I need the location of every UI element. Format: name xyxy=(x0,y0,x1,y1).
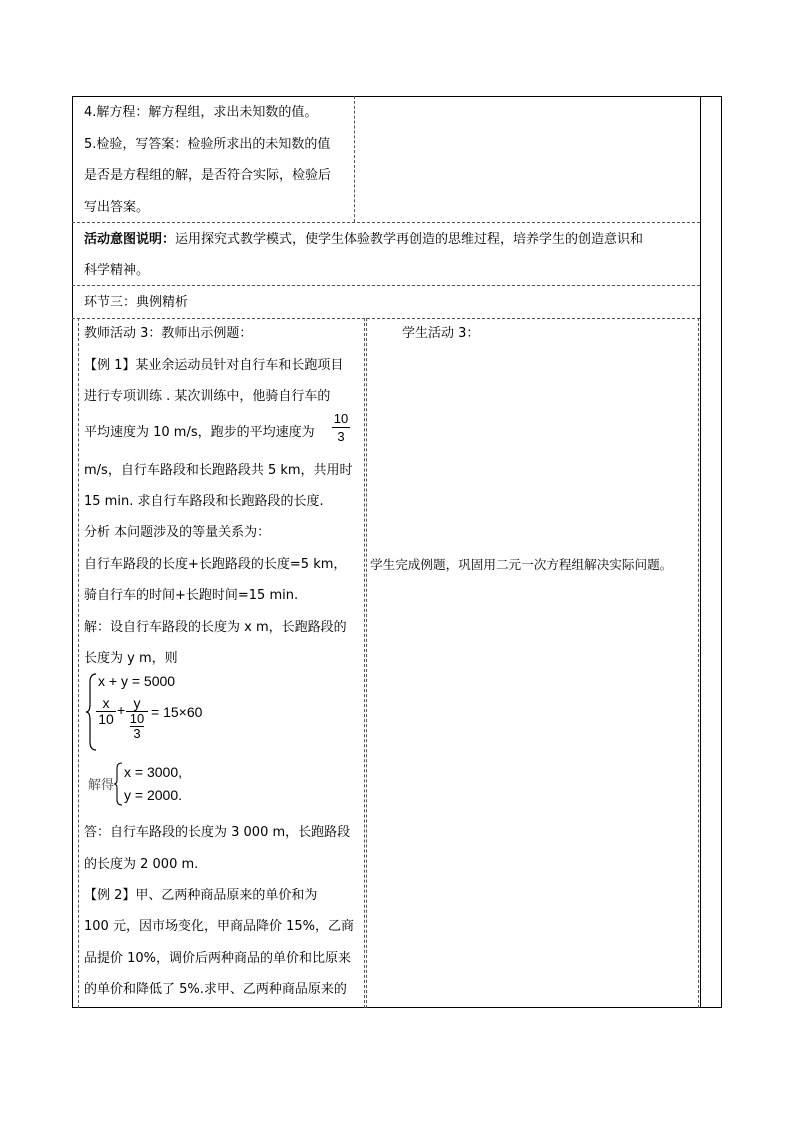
section-title: 环节三：典例精析 xyxy=(84,295,189,310)
equation-2-rhs: = 15×60 xyxy=(151,704,203,720)
student-heading: 学生活动 3： xyxy=(402,326,480,341)
intent-label: 活动意图说明： xyxy=(84,232,176,247)
example1-line: m/s，自行车路段和长跑路段共 5 km，共用时 xyxy=(84,463,353,478)
relation-line: 骑自行车的时间+长跑时间=15 min. xyxy=(84,588,299,603)
numerator-x: x xyxy=(102,695,110,711)
analysis-line: 分析 本问题涉及的等量关系为： xyxy=(84,525,271,540)
example2-line: 100 元，因市场变化，甲商品降价 15%，乙商 xyxy=(84,919,354,934)
solve-label: 解得 xyxy=(88,778,115,793)
nested-numerator: 10 xyxy=(129,711,145,726)
answer-line: 的长度为 2 000 m. xyxy=(84,857,199,872)
solution-line: 解：设自行车路段的长度为 x m，长跑路段的 xyxy=(84,620,347,635)
result-y: y = 2000. xyxy=(124,787,182,803)
example2-line: 【例 2】甲、乙两种商品原来的单价和为 xyxy=(84,888,318,903)
answer-line: 答：自行车路段的长度为 3 000 m，长跑路段 xyxy=(84,825,351,840)
solution-system xyxy=(86,762,206,806)
example2-line: 的单价和降低了 5%.求甲、乙两种商品原来的 xyxy=(84,982,347,997)
cell-inner-border xyxy=(78,318,79,1008)
equation-system xyxy=(86,672,206,752)
step-line: 是否是方程组的解，是否符合实际，检验后 xyxy=(84,168,332,183)
fraction-numerator: 10 xyxy=(333,411,349,426)
term-y-over-ten-thirds xyxy=(126,696,148,741)
column-divider xyxy=(364,318,365,1008)
left-brace-icon xyxy=(114,762,124,806)
step-line: 4.解方程：解方程组，求出未知数的值。 xyxy=(84,105,318,120)
example2-line: 品提价 10%，调价后两种商品的单价和比原来 xyxy=(84,951,352,966)
fraction-denominator: 3 xyxy=(337,429,345,444)
teacher-heading: 教师活动 3：教师出示例题： xyxy=(84,326,253,341)
student-text: 学生完成例题，巩固用二元一次方程组解决实际问题。 xyxy=(370,557,673,572)
row-divider xyxy=(72,285,700,286)
step-line: 5.检验，写答案：检验所求出的未知数的值 xyxy=(84,137,331,152)
intent-line-1 xyxy=(84,224,643,256)
equation-1: x + y = 5000 xyxy=(98,673,176,689)
example1-line: 进行专项训练 . 某次训练中，他骑自行车的 xyxy=(84,389,331,404)
term-x-over-10 xyxy=(96,696,116,727)
table-right-divider xyxy=(700,96,701,1008)
example1-line: 平均速度为 10 m/s，跑步的平均速度为 xyxy=(84,425,315,440)
solution-line: 长度为 y m，则 xyxy=(84,651,178,666)
step-line: 写出答案。 xyxy=(84,200,150,215)
intent-line-2: 科学精神。 xyxy=(84,263,150,278)
column-divider xyxy=(698,318,699,1008)
plus-sign: + xyxy=(117,702,126,718)
relation-line: 自行车路段的长度+长跑路段的长度=5 km， xyxy=(84,557,347,572)
intent-text: 运用探究式教学模式，使学生体验教学再创造的思维过程，培养学生的创造意识和 xyxy=(175,232,644,247)
nested-denominator: 3 xyxy=(133,726,141,741)
example1-line: 15 min. 求自行车路段和长跑路段的长度. xyxy=(84,494,324,509)
row-divider xyxy=(72,222,700,223)
numerator-y: y xyxy=(133,695,141,711)
result-x: x = 3000, xyxy=(124,764,182,780)
column-divider xyxy=(366,318,367,1008)
example1-line: 【例 1】某业余运动员针对自行车和长跑项目 xyxy=(84,358,344,373)
denominator-10: 10 xyxy=(98,711,114,727)
fraction-ten-thirds xyxy=(330,410,352,445)
row1-column-divider xyxy=(354,96,355,222)
